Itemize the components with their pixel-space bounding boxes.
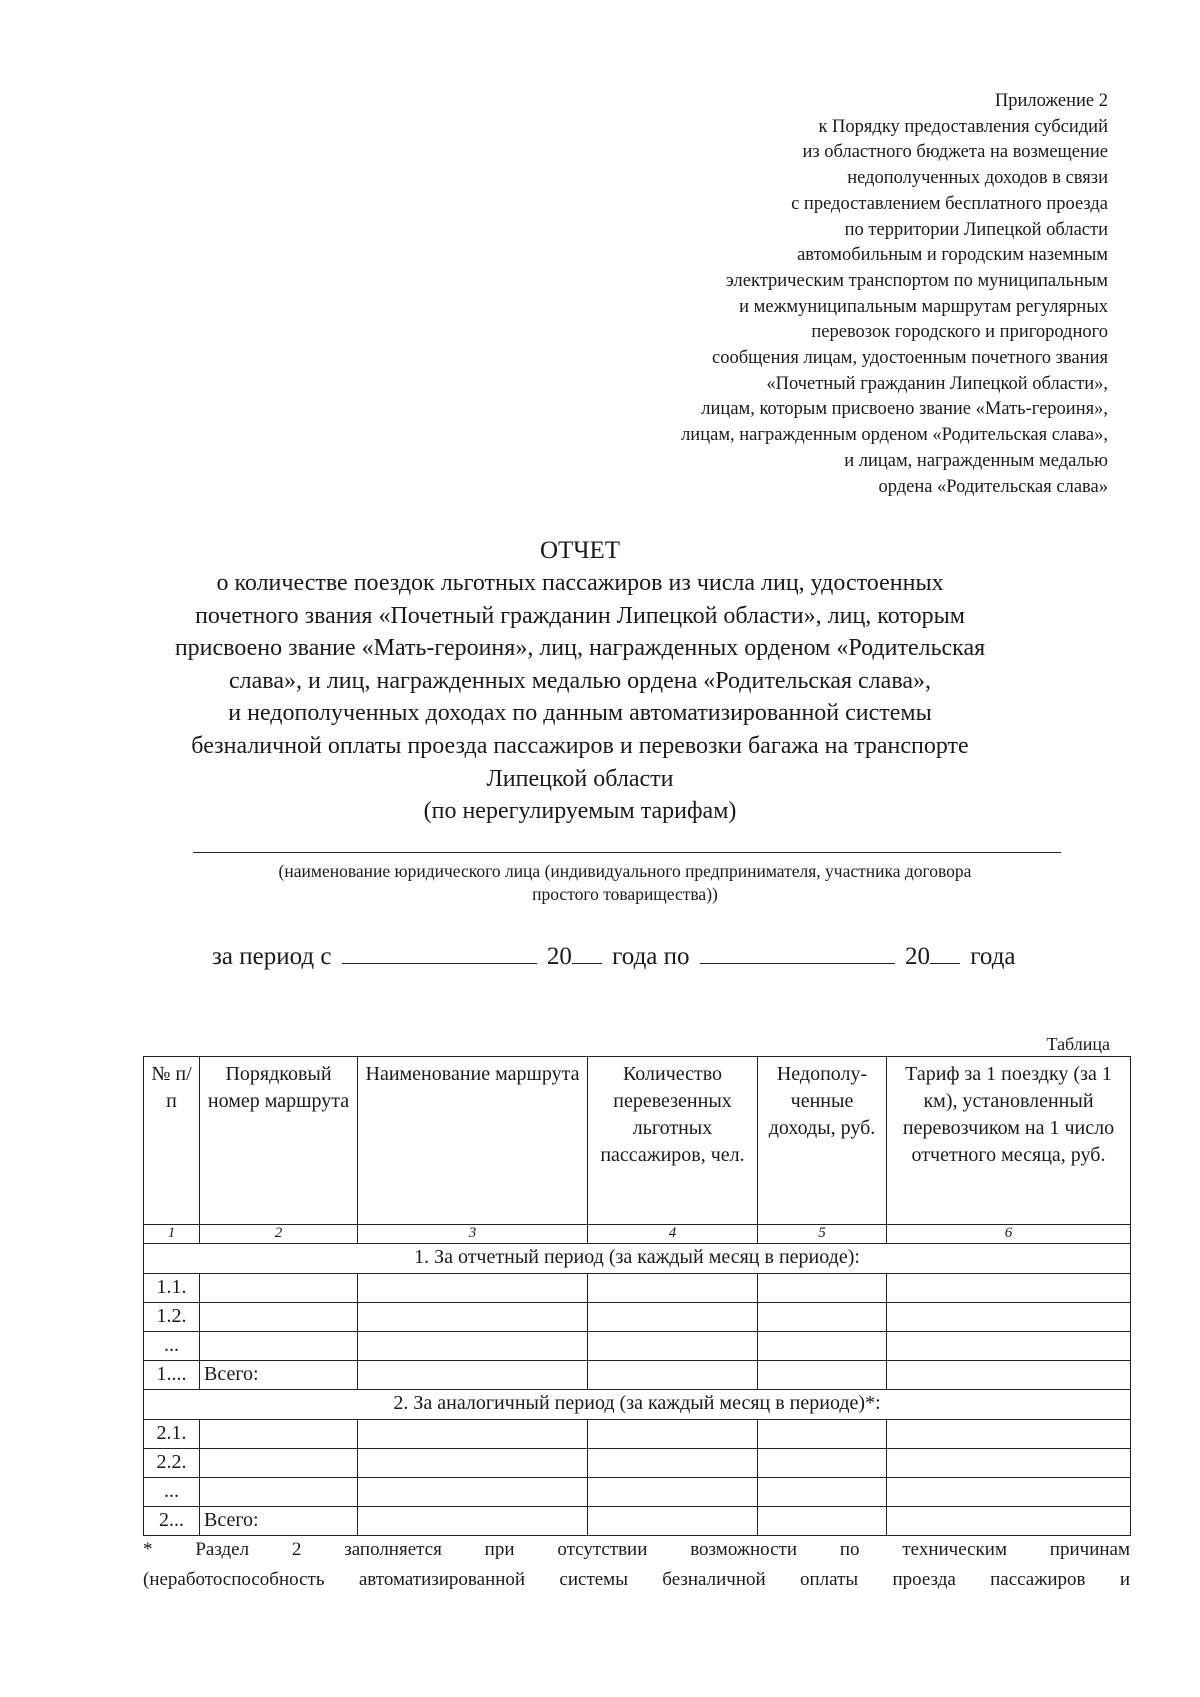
period-mid-label: года по: [612, 943, 690, 970]
section-row: [144, 1244, 1131, 1274]
appendix-line: ордена «Родительская слава»: [878, 476, 1108, 497]
route-name-cell[interactable]: [358, 1303, 588, 1332]
route-number-cell[interactable]: [200, 1478, 358, 1507]
subtitle-line: о количестве поездок льготных пассажиров из числа лиц, удостоенных: [216, 570, 944, 596]
footnote-line: * Раздел 2 заполняется при отсутствии возможности по техническим причинам: [143, 1539, 1130, 1560]
route-name-cell[interactable]: [358, 1332, 588, 1361]
route-name-cell[interactable]: [358, 1507, 588, 1536]
tariff-cell[interactable]: [887, 1361, 1131, 1390]
route-name-cell[interactable]: [358, 1478, 588, 1507]
row-index: ...: [144, 1478, 200, 1507]
appendix-line: и межмуниципальным маршрутам регулярных: [739, 296, 1108, 317]
column-number: 6: [887, 1225, 1131, 1244]
appendix-line: автомобильным и городским наземным: [797, 245, 1108, 266]
table-label: Таблица: [1046, 1034, 1110, 1054]
section-row: [144, 1390, 1131, 1420]
lost-income-cell[interactable]: [758, 1507, 887, 1536]
tariff-cell[interactable]: [887, 1332, 1131, 1361]
org-caption-line: (наименование юридического лица (индивидуального предпринимателя, участника договора: [278, 861, 972, 881]
row-index: 2.2.: [144, 1449, 200, 1478]
row-index: ...: [144, 1332, 200, 1361]
table-row: [144, 1420, 1131, 1449]
subtitle-line: (по нерегулируемым тарифам): [423, 798, 737, 825]
report-table: [143, 1056, 1131, 1536]
header-cell: Количество перевезенных льготных пассажиров, чел.: [588, 1057, 758, 1225]
table-row: [144, 1507, 1131, 1536]
column-number: 5: [758, 1225, 887, 1244]
header-cell: Наименование маршрута: [358, 1057, 588, 1225]
lost-income-cell[interactable]: [758, 1478, 887, 1507]
table-row: [144, 1449, 1131, 1478]
appendix-line: электрическим транспортом по муниципальным: [725, 270, 1108, 291]
header-cell: Недополу-ченные доходы, руб.: [758, 1057, 887, 1225]
appendix-line: Приложение 2: [994, 91, 1108, 111]
period-from-label: за период с: [212, 943, 332, 970]
table-row: [144, 1274, 1131, 1303]
org-caption-line: простого товарищества)): [532, 884, 718, 904]
appendix-line: недополученных доходов в связи: [847, 168, 1108, 189]
period-line: [212, 940, 1016, 974]
passengers-cell[interactable]: [588, 1478, 758, 1507]
header-cell: Порядковый номер маршрута: [200, 1057, 358, 1225]
subtitle-line: присвоено звание «Мать-героиня», лиц, награжденных орденом «Родительская: [174, 635, 986, 662]
organization-caption: [150, 860, 1100, 906]
route-number-cell[interactable]: [200, 1303, 358, 1332]
route-number-cell[interactable]: [200, 1274, 358, 1303]
route-name-cell[interactable]: [358, 1274, 588, 1303]
section-title: 1. За отчетный период (за каждый месяц в периоде):: [144, 1244, 1131, 1274]
table-row: [144, 1303, 1131, 1332]
appendix-line: лицам, которым присвоено звание «Мать-героиня»,: [701, 399, 1108, 420]
organization-name-line[interactable]: [193, 852, 1061, 853]
tariff-cell[interactable]: [887, 1303, 1131, 1332]
total-label: Всего:: [200, 1361, 358, 1390]
footnote-line: (неработоспособность автоматизированной системы безналичной оплаты проезда пассажиров и: [143, 1569, 1130, 1590]
passengers-cell[interactable]: [588, 1274, 758, 1303]
lost-income-cell[interactable]: [758, 1332, 887, 1361]
subtitle-line: слава», и лиц, награжденных медалью ордена «Родительская слава»,: [229, 667, 931, 694]
passengers-cell[interactable]: [588, 1332, 758, 1361]
appendix-line: с предоставлением бесплатного проезда: [791, 193, 1108, 214]
route-number-cell[interactable]: [200, 1449, 358, 1478]
table-row: [144, 1332, 1131, 1361]
year-prefix: 20: [546, 943, 572, 970]
passengers-cell[interactable]: [588, 1420, 758, 1449]
appendix-line: и лицам, награжденным медалью: [844, 450, 1108, 471]
row-index: 2.1.: [144, 1420, 200, 1449]
report-title: ОТЧЕТ: [539, 537, 621, 564]
subtitle-line: и недополученных доходах по данным автоматизированной системы: [228, 700, 932, 727]
period-start-blank[interactable]: [342, 941, 537, 964]
end-year-blank[interactable]: [930, 941, 960, 964]
header-cell: № п/п: [144, 1057, 200, 1225]
report-subtitle: [130, 567, 1030, 828]
appendix-block: [548, 89, 1108, 500]
footnote: [143, 1535, 1130, 1595]
lost-income-cell[interactable]: [758, 1274, 887, 1303]
column-number: 3: [358, 1225, 588, 1244]
passengers-cell[interactable]: [588, 1303, 758, 1332]
appendix-line: «Почетный гражданин Липецкой области»,: [766, 373, 1108, 394]
column-number: 2: [200, 1225, 358, 1244]
tariff-cell[interactable]: [887, 1507, 1131, 1536]
table-header-row: [144, 1057, 1131, 1225]
route-number-cell[interactable]: [200, 1332, 358, 1361]
lost-income-cell[interactable]: [758, 1420, 887, 1449]
start-year-blank[interactable]: [572, 941, 602, 964]
column-number: 4: [588, 1225, 758, 1244]
tariff-cell[interactable]: [887, 1449, 1131, 1478]
header-cell: Тариф за 1 поездку (за 1 км), установленный перевозчиком на 1 число отчетного месяца, руб.: [887, 1057, 1131, 1225]
total-label: Всего:: [200, 1507, 358, 1536]
passengers-cell[interactable]: [588, 1507, 758, 1536]
year-prefix: 20: [905, 943, 931, 970]
subtitle-line: безналичной оплаты проезда пассажиров и перевозки багажа на транспорте: [191, 732, 969, 759]
appendix-line: лицам, награжденным орденом «Родительская слава»,: [681, 425, 1108, 446]
tariff-cell[interactable]: [887, 1420, 1131, 1449]
tariff-cell[interactable]: [887, 1478, 1131, 1507]
period-end-label: года: [970, 943, 1016, 970]
appendix-line: к Порядку предоставления субсидий: [818, 116, 1108, 137]
passengers-cell[interactable]: [588, 1361, 758, 1390]
appendix-line: по территории Липецкой области: [844, 219, 1108, 240]
row-index: 2...: [144, 1507, 200, 1536]
route-name-cell[interactable]: [358, 1420, 588, 1449]
table-row: [144, 1478, 1131, 1507]
subtitle-line: Липецкой области: [486, 765, 674, 792]
column-number-row: [144, 1225, 1131, 1244]
period-end-blank[interactable]: [700, 941, 895, 964]
appendix-line: перевозок городского и пригородного: [811, 322, 1108, 343]
subtitle-line: почетного звания «Почетный гражданин Липецкой области», лиц, которым: [195, 602, 965, 629]
passengers-cell[interactable]: [588, 1449, 758, 1478]
route-name-cell[interactable]: [358, 1449, 588, 1478]
appendix-line: сообщения лицам, удостоенным почетного звания: [712, 348, 1108, 369]
appendix-line: из областного бюджета на возмещение: [802, 142, 1108, 163]
route-name-cell[interactable]: [358, 1361, 588, 1390]
lost-income-cell[interactable]: [758, 1361, 887, 1390]
column-number: 1: [144, 1225, 200, 1244]
section-title: 2. За аналогичный период (за каждый месяц в периоде)*:: [144, 1390, 1131, 1420]
row-index: 1.2.: [144, 1303, 200, 1332]
table-row: [144, 1361, 1131, 1390]
route-number-cell[interactable]: [200, 1420, 358, 1449]
lost-income-cell[interactable]: [758, 1449, 887, 1478]
row-index: 1....: [144, 1361, 200, 1390]
tariff-cell[interactable]: [887, 1274, 1131, 1303]
lost-income-cell[interactable]: [758, 1303, 887, 1332]
row-index: 1.1.: [144, 1274, 200, 1303]
